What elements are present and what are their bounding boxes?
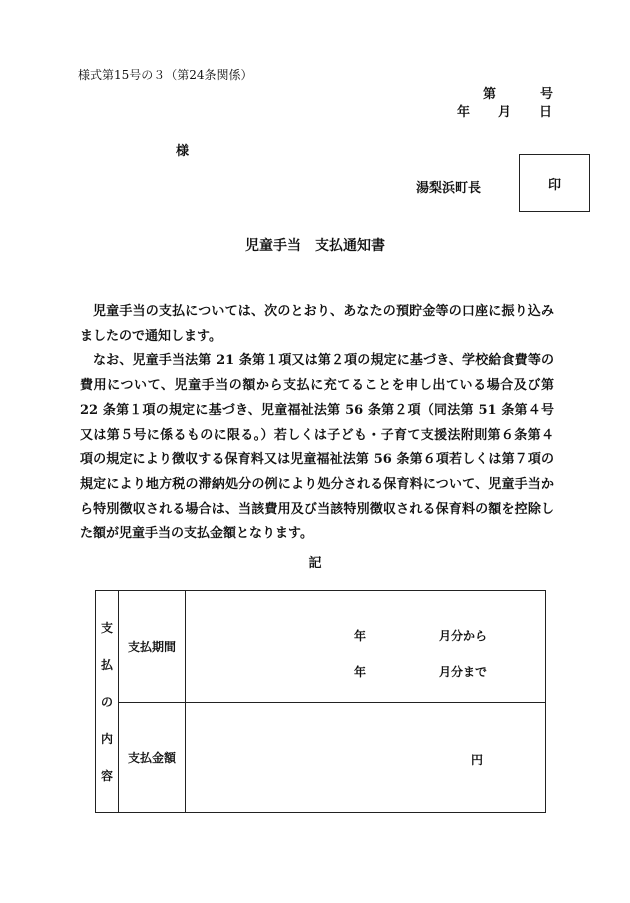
date-line [457, 101, 552, 120]
vertical-char: 払 [100, 658, 113, 672]
ki-heading: 記 [308, 556, 322, 571]
amount-value [186, 703, 546, 813]
period-to-year: 年 [354, 665, 367, 679]
period-label: 支払期間 [119, 591, 186, 703]
paragraph-1: 児童手当の支払については、次のとおり、あなたの預貯金等の口座に振り込みましたので通知します。 [80, 304, 554, 344]
vertical-char: 容 [100, 769, 113, 783]
vertical-header [96, 591, 119, 813]
number-prefix: 第 [483, 87, 497, 102]
number-suffix: 号 [540, 87, 554, 102]
amount-unit: 円 [471, 753, 484, 767]
notice-body [80, 300, 554, 547]
period-row [96, 591, 546, 703]
period-value [186, 591, 546, 703]
amount-label: 支払金額 [119, 703, 186, 813]
seal-label: 印 [547, 177, 561, 193]
addressee-suffix: 様 [176, 144, 190, 159]
period-from-year: 年 [354, 629, 367, 643]
vertical-char: の [100, 695, 113, 709]
paragraph-2: なお、児童手当法第 21 条第１項又は第２項の規定に基づき、学校給食費等の費用について、児童手当の額から支払に充てることを申し出ている場合及び第 22 条第１項の規定に基づき、児童福祉法第 56 条第２項（同法第 51 条第４号又は第５号に係るものに限る。）若しくは子ども・子育て支援法附則第６条第４項の規定により徴収する保育料又は児童福祉法第 56 条第６項若しくは第７項の規定により地方税の滞納処分の例により処分される保育料について、児童手当から特別徴収される場合は、当該費用及び当該特別徴収される保育料の額を控除した額が児童手当の支払金額となります。 [80, 353, 554, 542]
issuer-name: 湯梨浜町長 [416, 181, 482, 196]
payment-details-table [95, 590, 546, 813]
date-day: 日 [539, 105, 553, 120]
period-to-month: 月分まで [439, 665, 488, 679]
amount-row [96, 703, 546, 813]
seal-box [519, 154, 590, 212]
vertical-char: 内 [100, 732, 113, 746]
date-year: 年 [457, 105, 471, 120]
vertical-char: 支 [100, 621, 113, 635]
date-month: 月 [498, 105, 512, 120]
document-title: 児童手当 支払通知書 [245, 238, 385, 254]
document-number-line [483, 83, 553, 102]
period-from-month: 月分から [439, 629, 488, 643]
form-number: 様式第15号の３（第24条関係） [78, 68, 253, 82]
